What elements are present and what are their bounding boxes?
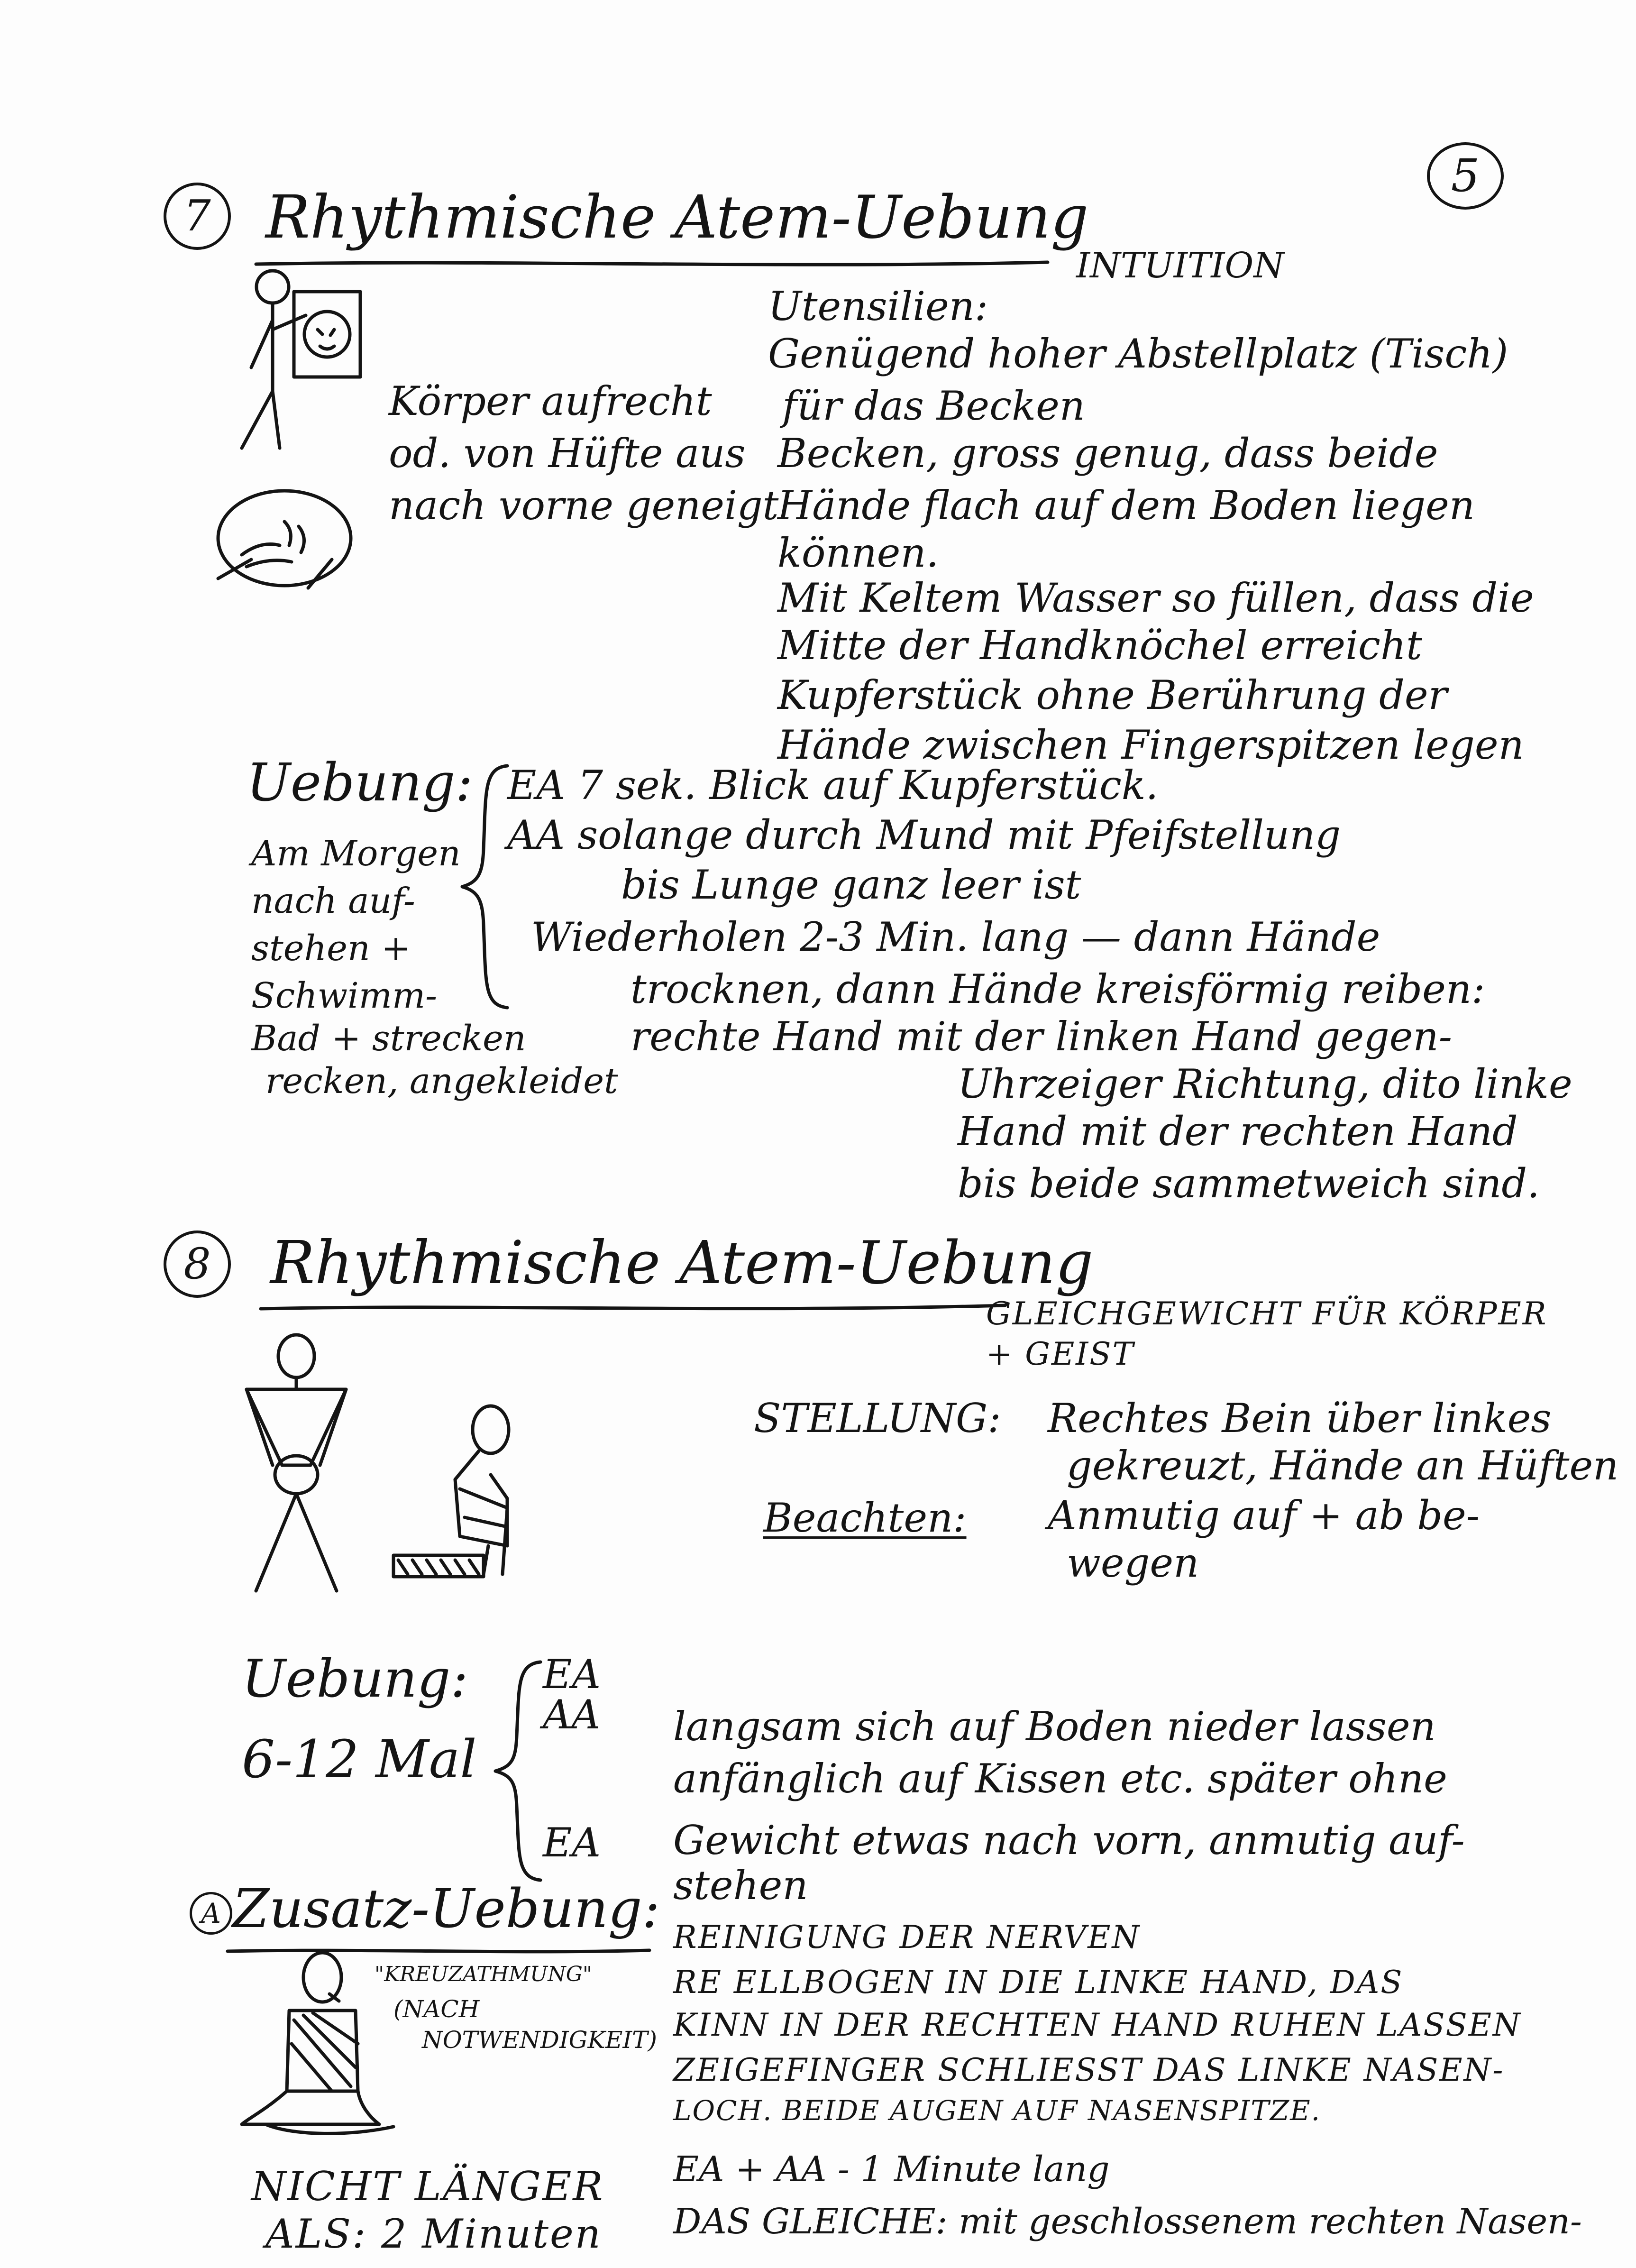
breath-code: EA xyxy=(543,1819,601,1866)
beachten-line: Anmutig auf + ab be- xyxy=(1048,1492,1480,1539)
stellung-line: gekreuzt, Hände an Hüften xyxy=(1067,1442,1619,1489)
step-line: Uhrzeiger Richtung, dito linke xyxy=(958,1061,1572,1107)
extra-line: KINN IN DER RECHTEN HAND RUHEN LASSEN xyxy=(673,2007,1522,2043)
extra-limit: ALS: 2 Minuten xyxy=(265,2211,602,2257)
utensils-line: Hände zwischen Fingerspitzen legen xyxy=(777,722,1524,768)
meditating-figure-sketch xyxy=(237,1949,408,2139)
posture-line: nach vorne geneigt xyxy=(389,482,779,529)
extra-marker: A xyxy=(190,1892,232,1935)
standing-figure-sketch xyxy=(228,1332,365,1598)
side-note-line: recken, angekleidet xyxy=(265,1061,618,1102)
page-number-badge xyxy=(1427,142,1504,210)
exercise8-title: Rhythmische Atem-Uebung xyxy=(270,1229,1094,1297)
stellung-line: Rechtes Bein über linkes xyxy=(1048,1395,1552,1442)
exercise8-brace xyxy=(493,1660,545,1882)
extra-line: LOCH. BEIDE AUGEN AUF NASENSPITZE. xyxy=(673,2094,1321,2127)
breath-code: AA xyxy=(543,1691,601,1738)
exercise8-uebung-label: Uebung: xyxy=(242,1648,468,1709)
exercise8-tag: + GEIST xyxy=(986,1336,1135,1372)
side-note-line: nach auf- xyxy=(251,881,415,921)
step-line: langsam sich auf Boden nieder lassen xyxy=(673,1703,1436,1750)
posture-line: od. von Hüfte aus xyxy=(389,430,746,477)
extra-line: EA + AA - 1 Minute lang xyxy=(673,2149,1110,2190)
extra-line: DAS GLEICHE: mit geschlossenem rechten Nasen- xyxy=(673,2201,1582,2242)
posture-line: Körper aufrecht xyxy=(389,378,712,424)
extra-line: RE ELLBOGEN IN DIE LINKE HAND, DAS xyxy=(673,1964,1404,2001)
hands-in-basin-sketch xyxy=(213,484,356,593)
extra-subtitle: "KREUZATHMUNG" xyxy=(375,1962,593,1986)
utensils-line: Kupferstück ohne Berührung der xyxy=(777,672,1447,718)
step-line: Gewicht etwas nach vorn, anmutig auf- xyxy=(673,1817,1465,1864)
exercise8-times: 6-12 Mal xyxy=(242,1729,477,1790)
exercise7-uebung-label: Uebung: xyxy=(247,752,473,813)
beachten-label: Beachten: xyxy=(763,1495,967,1541)
exercise8-number: 8 xyxy=(164,1230,231,1298)
extra-title: Zusatz-Uebung: xyxy=(232,1878,660,1940)
step-line: bis beide sammetweich sind. xyxy=(958,1160,1540,1207)
utensils-line: für das Becken xyxy=(782,383,1085,429)
step-line: EA 7 sek. Blick auf Kupferstück. xyxy=(507,762,1159,808)
step-line: rechte Hand mit der linken Hand gegen- xyxy=(631,1013,1452,1060)
exercise7-number: 7 xyxy=(164,183,231,250)
utensils-line: Hände flach auf dem Boden liegen xyxy=(777,482,1475,529)
page-number: 5 xyxy=(1451,150,1480,202)
side-note-line: Bad + strecken xyxy=(251,1018,526,1059)
step-line: Hand mit der rechten Hand xyxy=(958,1108,1518,1155)
exercise7-brace xyxy=(460,763,512,1010)
utensils-line: können. xyxy=(777,530,939,576)
seated-figure-sketch xyxy=(389,1404,545,1593)
extra-line: ZEIGEFINGER SCHLIESST DAS LINKE NASEN- xyxy=(673,2052,1505,2088)
utensils-line: Mitte der Handknöchel erreicht xyxy=(777,622,1422,669)
utensils-heading: Utensilien: xyxy=(768,283,988,330)
step-line: stehen xyxy=(673,1862,808,1909)
person-at-basin-sketch xyxy=(223,263,379,462)
step-line: AA solange durch Mund mit Pfeifstellung xyxy=(507,812,1341,858)
utensils-line: Mit Keltem Wasser so füllen, dass die xyxy=(777,575,1534,621)
extra-line: REINIGUNG DER NERVEN xyxy=(673,1919,1141,1956)
stellung-label: STELLUNG: xyxy=(754,1395,1001,1442)
extra-note: (NACH xyxy=(393,1995,480,2023)
exercise8-tag: GLEICHGEWICHT FÜR KÖRPER xyxy=(986,1295,1548,1332)
exercise7-title: Rhythmische Atem-Uebung xyxy=(265,183,1089,252)
extra-note: NOTWENDIGKEIT) xyxy=(422,2026,657,2054)
step-line: trocknen, dann Hände kreisförmig reiben: xyxy=(631,966,1485,1012)
step-line: bis Lunge ganz leer ist xyxy=(621,862,1081,908)
step-line: anfänglich auf Kissen etc. später ohne xyxy=(673,1755,1447,1802)
side-note-line: Am Morgen xyxy=(251,833,461,874)
utensils-line: Becken, gross genug, dass beide xyxy=(777,430,1438,477)
beachten-line: wegen xyxy=(1067,1540,1199,1586)
exercise8-title-underline xyxy=(261,1302,1010,1316)
side-note-line: Schwimm- xyxy=(251,975,438,1016)
extra-limit: NICHT LÄNGER xyxy=(251,2163,604,2210)
side-note-line: stehen + xyxy=(251,928,411,969)
step-line: Wiederholen 2-3 Min. lang — dann Hände xyxy=(531,914,1380,960)
breath-code: EA xyxy=(543,1651,601,1698)
utensils-line: Genügend hoher Abstellplatz (Tisch) xyxy=(768,331,1508,377)
exercise7-tag: INTUITION xyxy=(1076,245,1284,286)
